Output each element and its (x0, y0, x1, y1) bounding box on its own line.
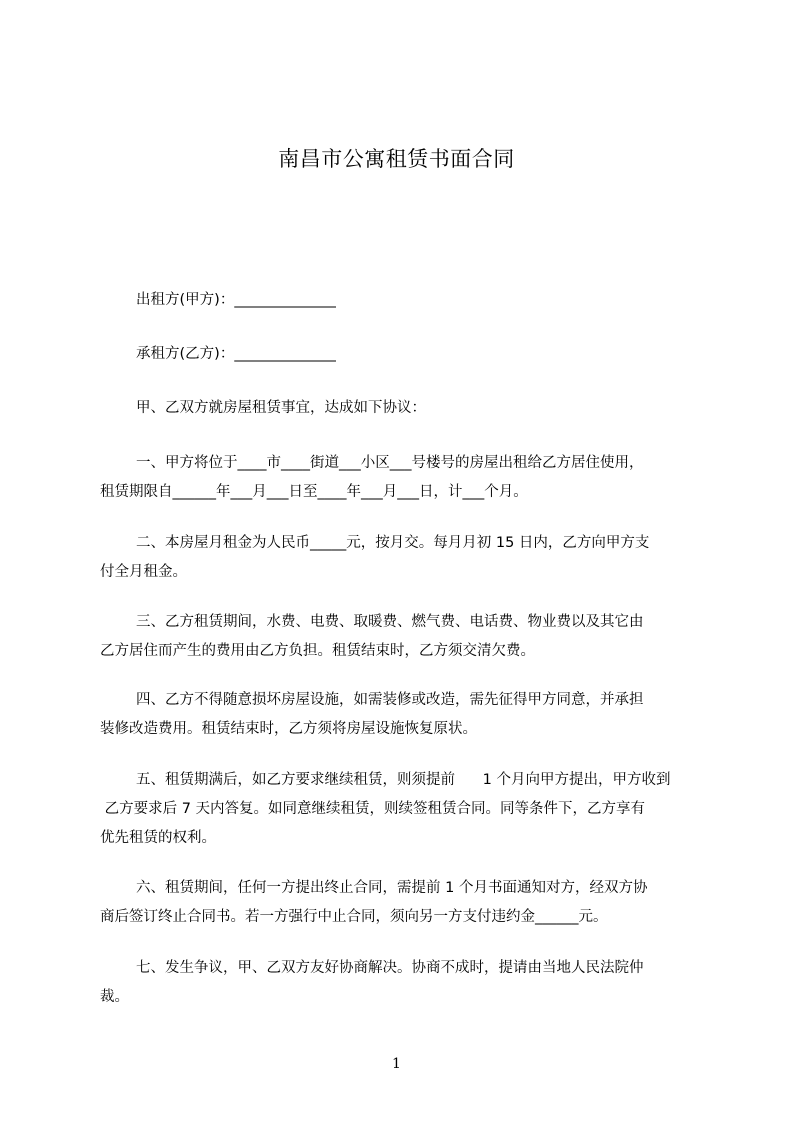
clause-6-line-1: 六、租赁期间，任何一方提出终止合同，需提前 1 个月书面通知对方，经双方协 (136, 880, 648, 896)
clause-4-line-2: 装修改造费用。租赁结束时，乙方须将房屋设施恢复原状。 (100, 721, 477, 737)
clause-1-line-2: 租赁期限自______年___月___日至____年___月___日，计___个月。 (100, 484, 528, 500)
document-title: 南昌市公寓租赁书面合同 (278, 147, 515, 171)
clause-3-line-1: 三、乙方租赁期间，水费、电费、取暖费、燃气费、电话费、物业费以及其它由 (136, 614, 644, 630)
clause-2-line-2: 付全月租金。 (100, 564, 187, 580)
clause-6-line-2: 商后签订终止合同书。若一方强行中止合同，须向另一方支付违约金______元。 (100, 909, 608, 925)
lessee-line: 承租方(乙方)：______________ (136, 346, 336, 362)
page-number: 1 (392, 1056, 401, 1072)
clause-5-line-2: 乙方要求后 7 天内答复。如同意继续租赁，则续签租赁合同。同等条件下，乙方享有 (100, 801, 646, 817)
clause-1-line-1: 一、甲方将位于____市____街道___小区___号楼号的房屋出租给乙方居住使用， (136, 455, 644, 471)
clause-7-line-2: 裁。 (100, 989, 129, 1005)
clause-2-line-1: 二、本房屋月租金为人民币_____元，按月交。每月月初 15 日内，乙方向甲方支 (136, 535, 650, 551)
lessor-line: 出租方(甲方)：______________ (136, 292, 336, 308)
clause-5-line-3: 优先租赁的权利。 (100, 830, 216, 846)
clause-5-line-1: 五、租赁期满后，如乙方要求继续租赁，则须提前 1 个月向甲方提出，甲方收到 (136, 772, 671, 788)
clause-3-line-2: 乙方居住而产生的费用由乙方负担。租赁结束时，乙方须交清欠费。 (100, 643, 535, 659)
preamble: 甲、乙双方就房屋租赁事宜，达成如下协议： (136, 400, 426, 416)
clause-7-line-1: 七、发生争议，甲、乙双方友好协商解决。协商不成时，提请由当地人民法院仲 (136, 960, 644, 976)
clause-4-line-1: 四、乙方不得随意损坏房屋设施，如需装修或改造，需先征得甲方同意，并承担 (136, 692, 644, 708)
